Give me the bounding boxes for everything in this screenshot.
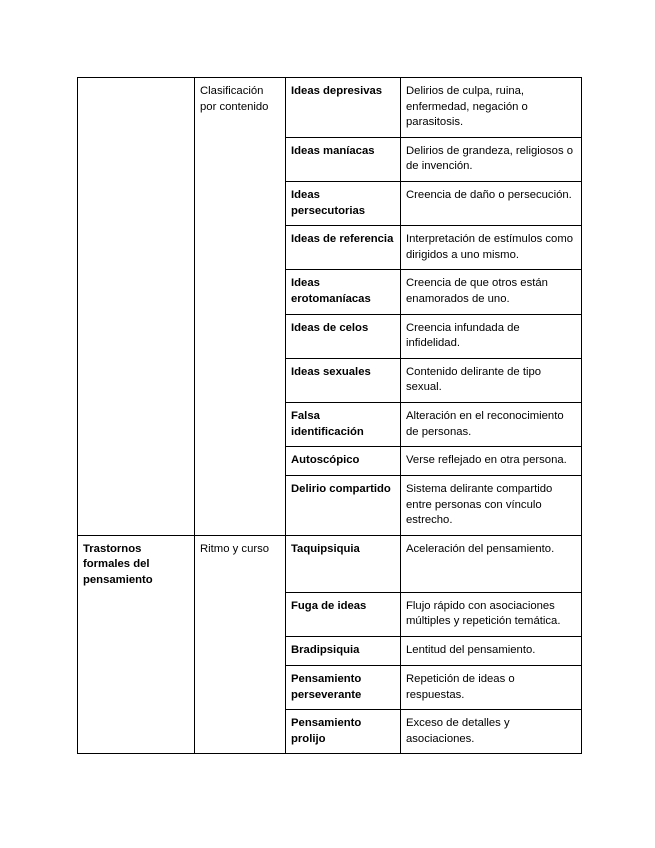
subcategory-cell [195,78,286,536]
term-label: Pensamiento perseverante [291,673,362,701]
term-cell [286,447,401,476]
term-cell [286,666,401,710]
description-cell [401,637,582,666]
term-label: Ideas sexuales [291,365,371,378]
description-text: Interpretación de estímulos como dirigidos a uno mismo. [406,233,574,261]
term-label: Ideas depresivas [291,85,383,97]
term-label: Ideas de referencia [291,233,394,246]
description-cell [401,314,582,358]
description-cell [401,535,582,592]
description-cell [401,270,582,314]
term-cell [286,78,401,138]
description-text: Creencia infundada de infidelidad. [406,321,520,350]
table-row [78,78,582,138]
term-cell [286,270,401,314]
description-text: Creencia de daño o persecución. [406,188,572,201]
category-cell [78,78,195,536]
description-text: Creencia de que otros están enamorados de uno. [406,277,548,305]
table-row [78,535,582,592]
description-cell [401,181,582,225]
description-text: Verse reflejado en otra persona. [406,454,567,467]
description-cell [401,78,582,138]
term-label: Ideas de celos [291,321,369,334]
description-text: Repetición de ideas o respuestas. [406,673,515,701]
term-label: Ideas erotomaníacas [291,277,371,305]
term-cell [286,710,401,754]
description-text: Contenido delirante de tipo sexual. [406,365,542,394]
description-text: Lentitud del pensamiento. [406,644,536,657]
category-cell [78,535,195,754]
description-cell [401,710,582,754]
category-label: Trastornos formales del pensamiento [83,542,153,587]
term-cell [286,226,401,270]
term-label: Taquipsiquia [291,542,360,555]
description-text: Alteración en el reconocimiento de personas. [406,409,564,438]
term-cell [286,181,401,225]
term-cell [286,476,401,536]
term-cell [286,637,401,666]
description-cell [401,592,582,636]
subcategory-cell [195,535,286,754]
description-text: Aceleración del pensamiento. [406,542,555,555]
term-label: Bradipsiquia [291,644,360,657]
description-cell [401,402,582,446]
term-label: Pensamiento prolijo [291,717,362,745]
term-label: Ideas persecutorias [291,188,366,217]
term-label: Ideas maníacas [291,144,375,157]
term-cell [286,314,401,358]
term-label: Delirio compartido [291,483,391,496]
content-table [77,77,582,754]
description-cell [401,226,582,270]
term-cell [286,137,401,181]
term-label: Autoscópico [291,454,360,467]
term-label: Falsa identificación [291,409,364,438]
term-cell [286,535,401,592]
description-cell [401,358,582,402]
term-label: Fuga de ideas [291,599,367,612]
description-cell [401,447,582,476]
term-cell [286,592,401,636]
description-text: Delirios de culpa, ruina, enfermedad, negación o parasitosis. [406,85,528,129]
description-cell [401,137,582,181]
subcategory-label: Clasificación por contenido [200,85,269,113]
description-text: Exceso de detalles y asociaciones. [406,717,510,745]
term-cell [286,402,401,446]
description-cell [401,666,582,710]
description-cell [401,476,582,536]
description-text: Flujo rápido con asociaciones múltiples y repetición temática. [406,599,561,628]
term-cell [286,358,401,402]
subcategory-label: Ritmo y curso [200,542,270,555]
description-text: Sistema delirante compartido entre personas con vínculo estrecho. [406,483,553,527]
description-text: Delirios de grandeza, religiosos o de invención. [406,144,574,173]
